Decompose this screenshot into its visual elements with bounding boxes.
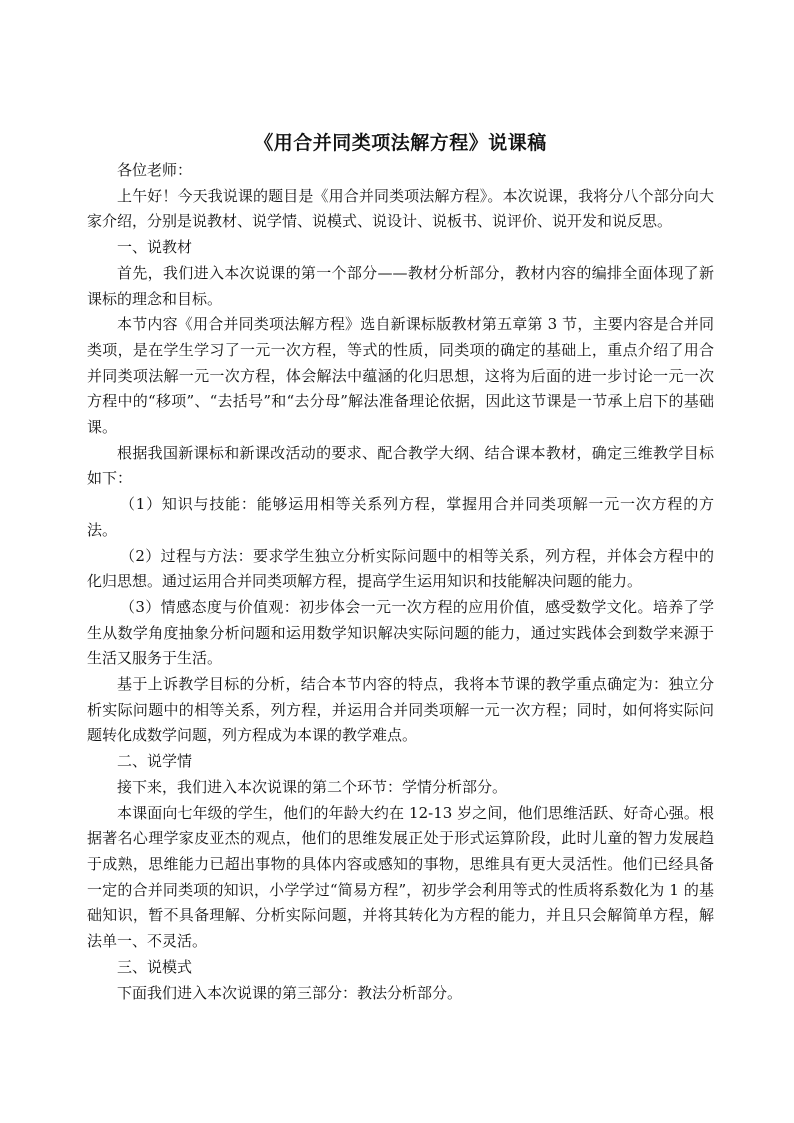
paragraph-objectives-intro: 根据我国新课标和新课改活动的要求、配合教学大纲、结合课本教材，确定三维教学目标如下： [87,443,714,488]
paragraph-textbook-content: 本节内容《用合并同类项法解方程》选自新课标版教材第五章第 3 节，主要内容是合并同类项，是在学生学习了一元一次方程，等式的性质，同类项的确定的基础上，重点介绍了用合并同类项法解一元一次方程，体会解法中蕴涵的化归思想，这将为后面的进一步讨论一元一次方程中的“移项”、“去括号”和“去分母”解法准备理论依据，因此这节课是一节承上启下的基础课。 [87,315,714,437]
objective-process: （2）过程与方法：要求学生独立分析实际问题中的相等关系，列方程，并体会方程中的化归思想。通过运用合并同类项解方程，提高学生运用知识和技能解决问题的能力。 [87,546,714,591]
paragraph-students-intro: 接下来，我们进入本次说课的第二个环节：学情分析部分。 [117,777,508,796]
section-heading-mode: 三、说模式 [117,957,193,976]
greeting-paragraph: 上午好！今天我说课的题目是《用合并同类项法解方程》。本次说课，我将分八个部分向大家介绍，分别是说教材、说学情、说模式、说设计、说板书、说评价、说开发和说反思。 [87,186,714,231]
document-title: 《用合并同类项法解方程》说课稿 [254,132,547,154]
objective-knowledge: （1）知识与技能：能够运用相等关系列方程，掌握用合并同类项解一元一次方程的方法。 [87,495,714,539]
paragraph-key-points: 基于上诉教学目标的分析，结合本节内容的特点，我将本节课的教学重点确定为：独立分析实际问题中的相等关系，列方程，并运用合并同类项解一元一次方程；同时，如何将实际问题转化成数学问题，列方程成为本课的教学难点。 [87,675,714,745]
objective-emotion: （3）情感态度与价值观：初步体会一元一次方程的应用价值，感受数学文化。培养了学生从数学角度抽象分析问题和运用数学知识解决实际问题的能力，通过实践体会到数学来源于生活又服务于生活。 [87,597,714,668]
paragraph-mode-intro: 下面我们进入本次说课的第三部分：教法分析部分。 [117,983,463,1002]
section-heading-textbook: 一、说教材 [117,238,193,257]
section-heading-students: 二、说学情 [117,752,193,771]
salutation: 各位老师： [117,161,193,179]
paragraph-students-analysis: 本课面向七年级的学生，他们的年龄大约在 12-13 岁之间，他们思维活跃、好奇心强。根据著名心理学家皮亚杰的观点，他们的思维发展正处于形式运算阶段，此时儿童的智力发展趋于成熟，思维能力已超出事物的具体内容或感知的事物，思维具有更大灵活性。他们已经具备一定的合并同类项的知识，小学学过“简易方程”，初步学会利用等式的性质将系数化为 1 的基础知识，暂不具备理解、分析实际问题，并将其转化为方程的能力，并且只会解简单方程，解法单一、不灵活。 [87,803,714,951]
paragraph-textbook-intro: 首先，我们进入本次说课的第一个部分——教材分析部分，教材内容的编排全面体现了新课标的理念和目标。 [87,263,714,308]
